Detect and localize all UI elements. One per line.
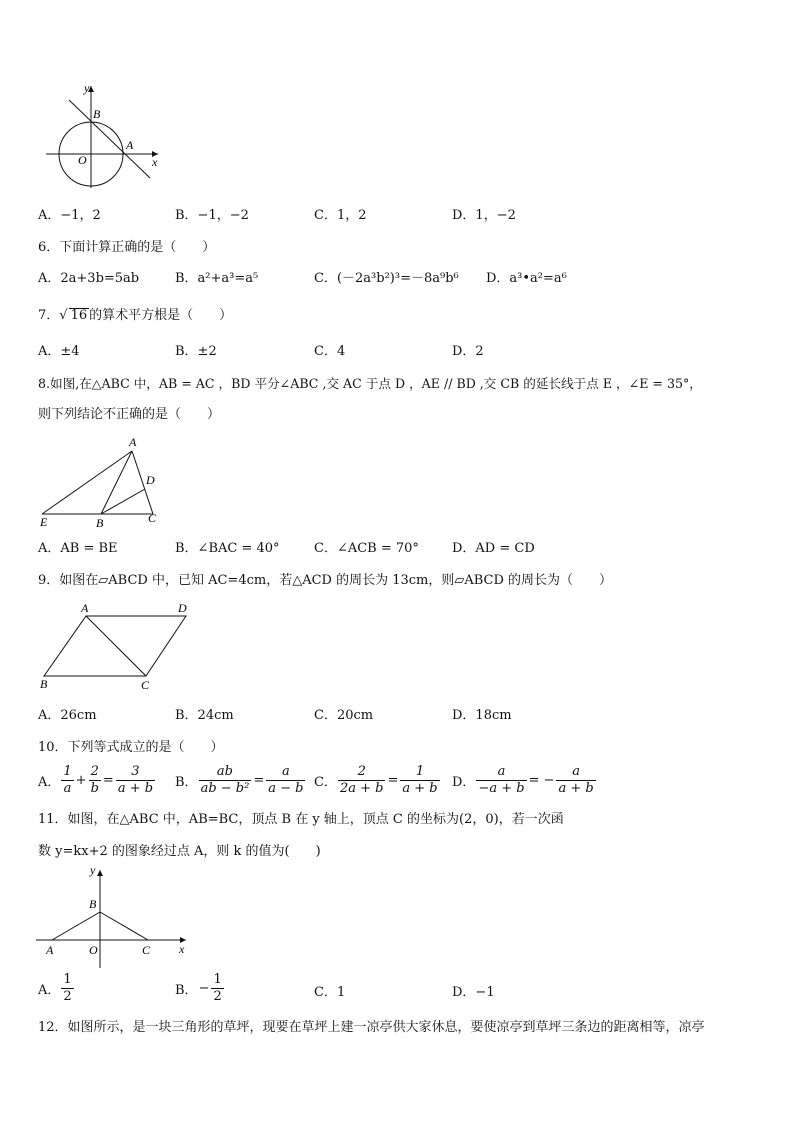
q5-option-c: C．1，2 (314, 208, 367, 223)
q11-option-b (175, 972, 225, 1005)
fig5-label-O: O (78, 153, 87, 167)
q11b-sign: − (198, 981, 210, 996)
q10a-frac3 (116, 764, 155, 797)
q11-stem-line1: 11．如图，在△ABC 中，AB=BC，顶点 B 在 y 轴上，顶点 C 的坐标为(2，0)，若一次函 (38, 812, 564, 827)
q7-option-b: B．±2 (175, 344, 217, 359)
q11b-frac (211, 972, 223, 1005)
q11a-num: 1 (63, 972, 72, 987)
q7-option-a: A．±4 (38, 344, 80, 359)
q10c-den2: a + b (402, 781, 438, 796)
q11b-num: 1 (213, 972, 222, 987)
fig11-label-x: x (179, 942, 185, 956)
fig9-label-C: C (141, 678, 150, 692)
q8-option-c: C．∠ACB = 70° (314, 541, 419, 556)
q9-option-b: B．24cm (175, 708, 234, 723)
q7-stem (38, 308, 232, 324)
q12-stem-line1: 12．如图所示，是一块三角形的草坪，现要在草坪上建一凉亭供大家休息，要使凉亭到草坪三条边的距离相等，凉亭 (38, 1020, 705, 1035)
q10d-den2: a + b (558, 781, 594, 796)
q5-option-b: B．−1，−2 (175, 208, 249, 223)
q7-option-d: D．2 (452, 344, 484, 359)
fig5-label-A: A (126, 138, 134, 152)
q10a-num1: 1 (63, 764, 72, 779)
q10a-den2: b (90, 781, 99, 796)
q10c-num2: 1 (415, 764, 425, 779)
q11a-frac (61, 972, 73, 1005)
q10a-frac1 (61, 764, 73, 797)
q7-stem-tail: 的算术平方根是（ ） (89, 308, 233, 323)
q10d-num1: a (497, 764, 506, 779)
q10d-frac1 (476, 764, 526, 797)
q9-stem: 9．如图在▱ABCD 中，已知 AC=4cm，若△ACD 的周长为 13cm，则▱ABCD 的周长为（ ） (38, 573, 613, 588)
q10c-frac2 (400, 764, 439, 797)
q9-option-d: D．18cm (452, 708, 512, 723)
q8-option-d: D．AD = CD (452, 541, 535, 556)
fig9-label-D: D (178, 601, 187, 615)
q6-option-c: C．(－2a³b²)³=－8a⁹b⁶ (314, 271, 459, 286)
q10b-frac1 (199, 764, 252, 797)
q10-option-b (175, 764, 306, 797)
q6-option-d: D．a³•a²=a⁶ (486, 271, 567, 286)
fig8-label-D: D (146, 473, 155, 487)
q10b-den2: a − b (268, 781, 304, 796)
q6-stem: 6．下面计算正确的是（ ） (38, 240, 216, 255)
q10b-frac2 (266, 764, 305, 797)
q6-option-a: A．2a+3b=5ab (38, 271, 140, 286)
figure-q9-parallelogram (36, 600, 196, 694)
fig9-label-A: A (81, 601, 89, 615)
q7-radicand: 16 (70, 308, 88, 323)
radical-icon: √ (59, 308, 68, 323)
q10a-den1: a (61, 780, 73, 797)
fig8-label-B: B (96, 516, 104, 529)
q10c-frac1 (338, 764, 386, 797)
q10b-eq: = (253, 773, 265, 788)
q10-stem: 10．下列等式成立的是（ ） (38, 740, 224, 755)
q10-option-a (38, 764, 156, 797)
figure-q5-circle-axes (40, 80, 170, 190)
q10b-num2: a (281, 764, 290, 779)
fig5-label-x: x (152, 155, 158, 169)
q11-stem-line2: 数 y=kx+2 的图象经过点 A，则 k 的值为( ) (38, 844, 321, 859)
q7-option-c: C．4 (314, 344, 346, 359)
q10-label-a: A． (38, 775, 61, 790)
fig11-label-y: y (90, 863, 96, 877)
q10a-den3: a + b (117, 781, 154, 796)
q10-option-c (314, 764, 441, 797)
q6-option-b: B．a²+a³=a⁵ (175, 271, 259, 286)
fig5-label-B: B (93, 107, 101, 121)
fig5-label-y: y (84, 81, 90, 95)
q10a-frac2 (89, 764, 101, 797)
q10d-num2: a (572, 764, 580, 779)
q10a-eq: = (102, 773, 114, 788)
q8-option-b: B．∠BAC = 40° (175, 541, 280, 556)
q10-option-d (452, 764, 597, 797)
q11-option-d: D．−1 (452, 985, 495, 1000)
q11-option-c: C．1 (314, 985, 346, 1000)
q10c-num1: 2 (357, 764, 366, 779)
q11-label-b: B． (175, 983, 198, 998)
q5-option-a: A．−1，2 (38, 208, 101, 223)
q11b-den: 2 (213, 989, 222, 1004)
q10c-eq: = (387, 773, 399, 788)
q11-option-a (38, 972, 75, 1005)
fig9-label-B: B (40, 677, 48, 691)
q10b-den1: ab − b² (200, 781, 250, 796)
fig11-label-B: B (89, 897, 97, 911)
fig8-label-E: E (40, 515, 48, 529)
q8-stem-line1: 8.如图,在△ABC 中，AB = AC ，BD 平分∠ABC ,交 AC 于点 D ，AE // BD ,交 CB 的延长线于点 E ，∠E = 35°， (38, 376, 702, 391)
q10b-num1: ab (216, 764, 233, 779)
fig8-label-C: C (148, 511, 157, 525)
q10d-eq: = − (528, 773, 555, 788)
q9-option-a: A．26cm (38, 708, 97, 723)
q8-option-a: A．AB = BE (38, 541, 118, 556)
q10d-den1: −a + b (478, 781, 525, 796)
figure-q8-triangle (36, 434, 166, 529)
q9-option-c: C．20cm (314, 708, 374, 723)
q10a-num2: 2 (90, 764, 99, 779)
q10a-num3: 3 (131, 764, 140, 779)
q10-label-d: D． (452, 775, 476, 790)
q10a-plus: + (75, 773, 87, 788)
fig8-label-A: A (129, 435, 137, 449)
q8-stem-line2: 则下列结论不正确的是（ ） (38, 407, 221, 422)
figure-q11-triangle-axes (34, 862, 194, 970)
q11-label-a: A． (38, 983, 61, 998)
q11a-den: 2 (63, 989, 72, 1004)
q7-number: 7． (38, 308, 60, 323)
q10d-frac2 (556, 764, 595, 797)
q10-label-b: B． (175, 775, 198, 790)
fig11-label-O: O (89, 943, 98, 957)
fig11-label-C: C (142, 943, 151, 957)
q5-option-d: D．1，−2 (452, 208, 516, 223)
fig11-label-A: A (46, 943, 54, 957)
q10c-den1: 2a + b (339, 781, 384, 796)
q10-label-c: C． (314, 775, 337, 790)
